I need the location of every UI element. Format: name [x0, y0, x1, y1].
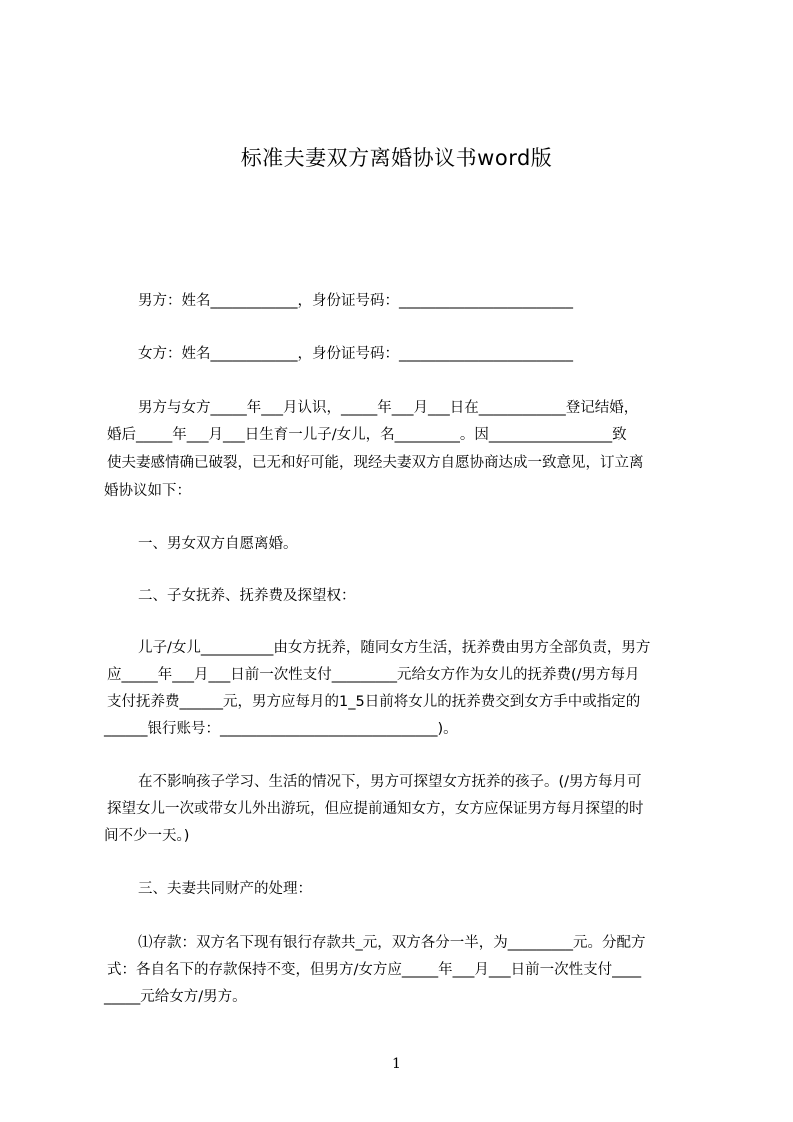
intro-paragraph-line: 男方与女方_____年___月认识，_____年___月___日在____________登记结婚， — [138, 400, 639, 416]
page-number: 1 — [392, 1056, 401, 1072]
clause-heading: 一、男女双方自愿离婚。 — [138, 536, 298, 552]
deposit-paragraph-line: ⑴存款：双方名下现有银行存款共_元，双方各分一半，为_________元。分配方 — [138, 935, 646, 951]
custody-paragraph-line: 儿子/女儿__________由女方抚养，随同女方生活，抚养费由男方全部负责，男方 — [138, 640, 651, 656]
male-party-line: 男方：姓名____________，身份证号码：________________________ — [138, 293, 573, 309]
visitation-paragraph-line: 探望女儿一次或带女儿外出游玩，但应提前通知女方，女方应保证男方每月探望的时 — [107, 801, 644, 817]
custody-paragraph-line: ______银行账号：______________________________)。 — [104, 721, 458, 737]
female-party-line: 女方：姓名____________，身份证号码：________________________ — [138, 346, 573, 362]
clause-heading: 三、夫妻共同财产的处理： — [138, 881, 312, 897]
deposit-paragraph-line: _____元给女方/男方。 — [104, 989, 247, 1005]
deposit-paragraph-line: 式：各自名下的存款保持不变，但男方/女方应_____年___月___日前一次性支付____ — [107, 962, 642, 978]
visitation-paragraph-line: 在不影响孩子学习、生活的情况下，男方可探望女方抚养的孩子。(/男方每月可 — [138, 774, 642, 790]
intro-paragraph-line: 婚协议如下： — [104, 483, 191, 499]
clause-heading: 二、子女抚养、抚养费及探望权： — [138, 588, 356, 604]
intro-paragraph-line: 婚后_____年___月___日生育一儿子/女儿，名_________。因_________________致 — [107, 427, 627, 443]
intro-paragraph-line: 使夫妻感情确已破裂，已无和好可能，现经夫妻双方自愿协商达成一致意见，订立离 — [107, 455, 644, 471]
custody-paragraph-line: 支付抚养费______元，男方应每月的1_5日前将女儿的抚养费交到女方手中或指定的 — [107, 694, 641, 710]
visitation-paragraph-line: 间不少一天。) — [104, 828, 190, 844]
custody-paragraph-line: 应_____年___月___日前一次性支付_________元给女方作为女儿的抚养费(/男方每月 — [107, 667, 640, 683]
document-title: 标准夫妻双方离婚协议书word版 — [240, 146, 553, 170]
